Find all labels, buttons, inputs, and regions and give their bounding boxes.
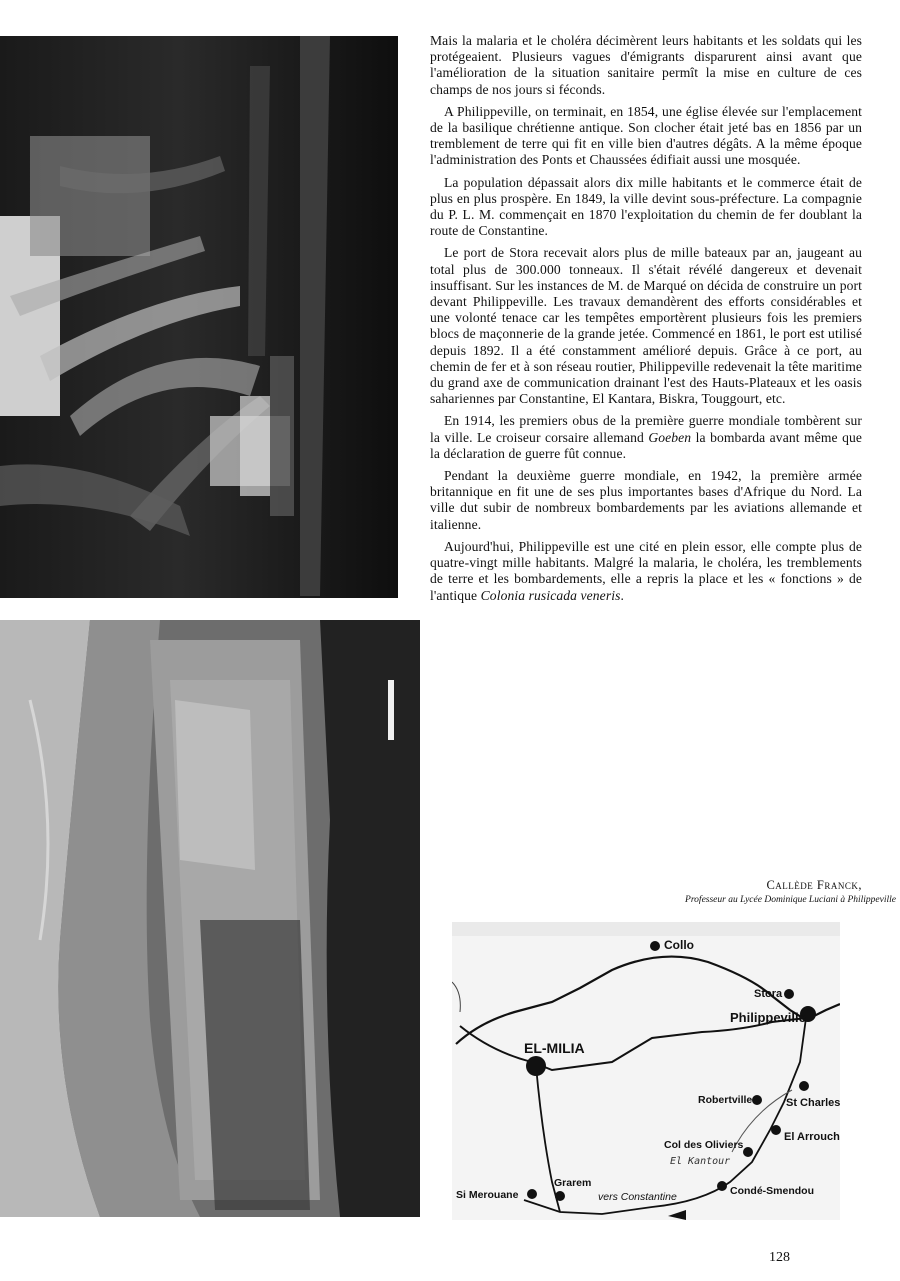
author-name: Callède Franck,	[766, 878, 862, 892]
town-marker	[717, 1181, 727, 1191]
map-label-vers-constantine: vers Constantine	[598, 1191, 677, 1203]
map-label-st-charles: St Charles	[786, 1097, 840, 1109]
map-label-conde-smendou: Condé-Smendou	[730, 1185, 814, 1197]
town-marker	[743, 1147, 753, 1157]
map-label-robertville: Robertville	[698, 1094, 753, 1106]
paragraph	[430, 413, 862, 462]
map-label-col-des-oliviers: Col des Oliviers	[664, 1139, 744, 1151]
paragraph	[430, 539, 862, 604]
region-map	[452, 922, 840, 1220]
photo-aerial-town	[0, 620, 420, 1217]
paragraph-text: En 1914, les premiers obus de la première guerre mondiale tombèrent sur la ville. Le croiseur corsaire allemand	[430, 413, 862, 445]
map-label-el-arrouch: El Arrouch	[784, 1131, 840, 1143]
town-marker	[784, 989, 794, 999]
paragraph-text: .	[620, 587, 624, 603]
town-marker	[527, 1189, 537, 1199]
map-label-philippeville: Philippeville	[730, 1010, 806, 1025]
paragraph: Mais la malaria et le choléra décimèrent leurs habitants et les soldats qui les protégeaient. Plusieurs vagues d'émigrants disparurent ainsi avant que l'amélioration de la situation sanitaire permît la mise en culture de ces champs de nos jours si féconds.	[430, 33, 862, 97]
paragraph: La population dépassait alors dix mille habitants et le commerce était de plus en plus prospère. En 1849, la ville devint sous-préfecture. La compagnie du P. L. M. commençait en 1870 l'exploitation du chemin de fer doublant la route de Constantine.	[430, 174, 862, 239]
town-marker	[771, 1125, 781, 1135]
paragraph: Pendant la deuxième guerre mondiale, en 1942, la première armée britannique en fit une de ses plus importantes bases d'Afrique du Nord. La ville dut subir de nombreux bombardements par les aviations allemande et italienne.	[430, 468, 862, 532]
paragraph-text: Aujourd'hui, Philippeville est une cité en plein essor, elle compte plus de quatre-vingt mille habitants. Malgré la malaria, le choléra, les tremblements de terre et les bombardements, elle a repris la place et les « fonctions » de l'antique	[430, 538, 862, 603]
photo-palm-garden	[0, 36, 398, 598]
map-label-collo: Collo	[664, 938, 694, 952]
map-label-stora: Stora	[754, 988, 783, 1000]
paragraph: Le port de Stora recevait alors plus de mille bateaux par an, jaugeant au total plus de 300.000 tonneaux. Il s'était révélé dangereux et devenait insuffisant. Sur les instances de M. de Marqué on décida de construire un port devant Philippeville. Les travaux demandèrent des efforts considérables et une volonté tenace car les tempêtes emportèrent plusieurs fois les premiers blocs de maçonnerie de la grande jetée. Commencé en 1861, le port est utilisé depuis 1892. Il a été constamment amélioré depuis. Grâce à ce port, au chemin de fer et à son réseau routier, Philippeville redevenait la tête maritime du grand axe de communication drainant l'est des Hauts-Plateaux et les oasis sahariennes par Constantine, El Kantara, Biskra, Touggourt, etc.	[430, 245, 862, 407]
map-label-si-merouane: Si Merouane	[456, 1189, 519, 1201]
author-affiliation: Professeur au Lycée Dominique Luciani à Philippeville	[685, 895, 896, 905]
paragraph-text: la bombarda avant même que la déclaration de guerre fût connue.	[430, 429, 863, 461]
ship-name: Goeben	[648, 429, 692, 445]
town-marker	[752, 1095, 762, 1105]
page-number: 128	[769, 1250, 790, 1265]
map-label-el-kantour: El Kantour	[670, 1156, 731, 1167]
latin-name: Colonia rusicada veneris	[480, 587, 621, 603]
town-marker	[555, 1191, 565, 1201]
town-marker	[526, 1056, 546, 1076]
paragraph: A Philippeville, on terminait, en 1854, une église élevée sur l'emplacement de la basilique chrétienne antique. Son clocher était jeté bas en 1856 par un tremblement de terre qui fit en ville bien d'autres dégâts. A la même époque l'administration des Ponts et Chaussées édifiait aussi une mosquée.	[430, 103, 862, 168]
article-body	[430, 33, 862, 610]
town-marker	[650, 941, 660, 951]
town-marker	[799, 1081, 809, 1091]
map-label-grarem: Grarem	[554, 1177, 592, 1189]
map-label-el-milia: EL-MILIA	[524, 1040, 585, 1056]
